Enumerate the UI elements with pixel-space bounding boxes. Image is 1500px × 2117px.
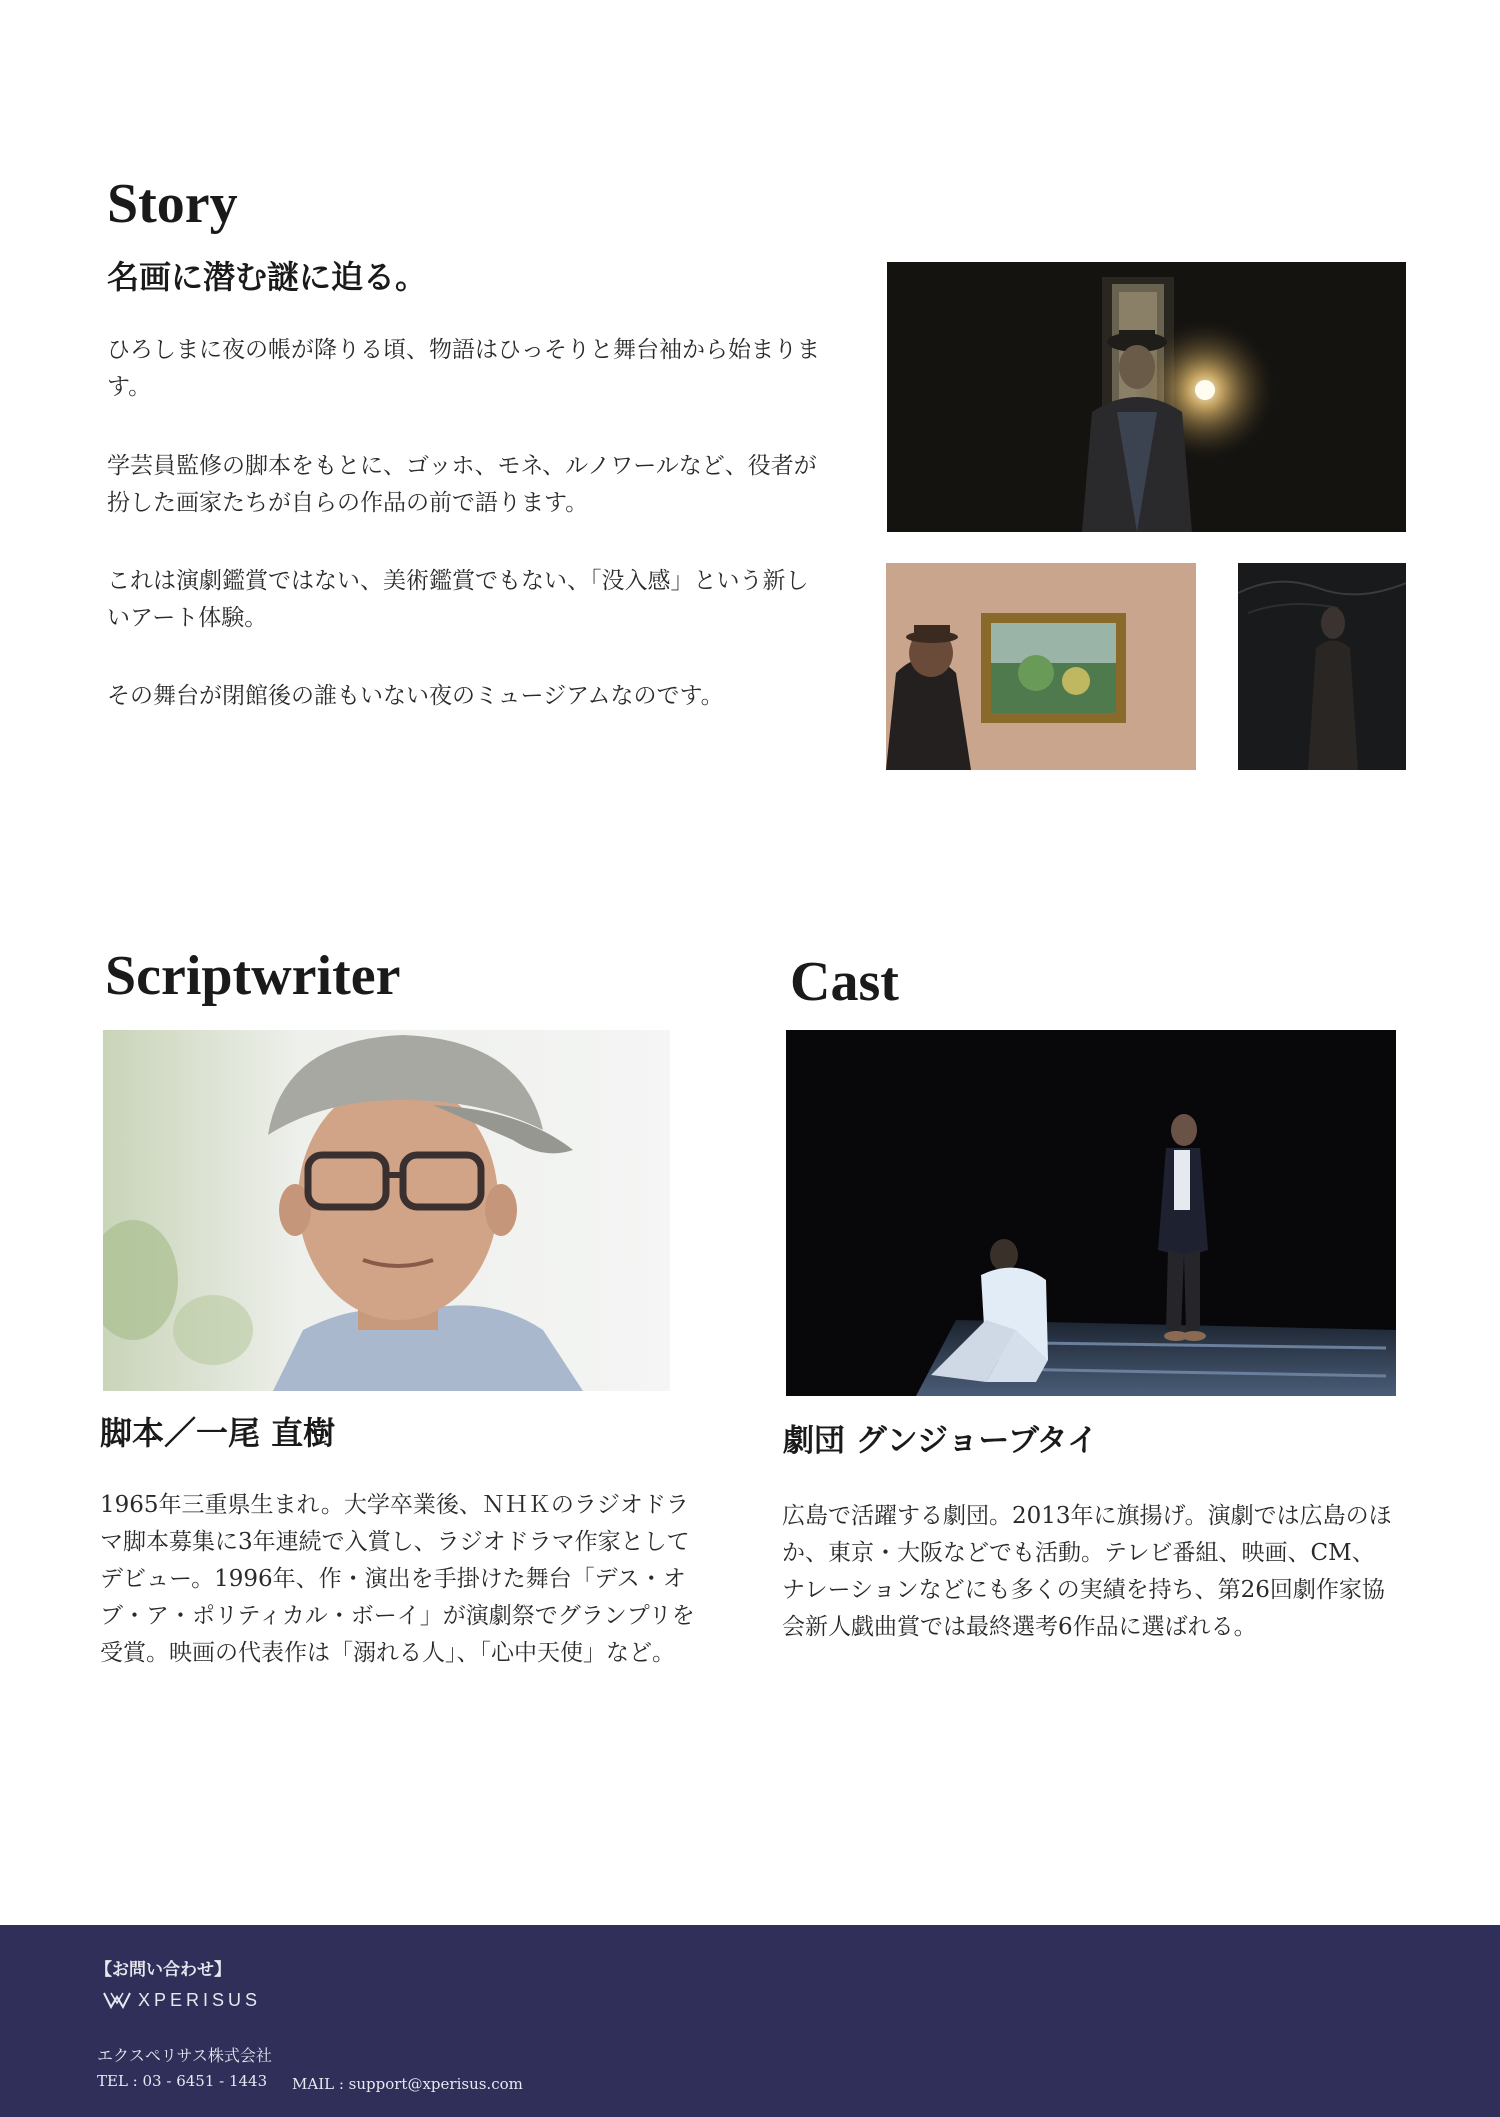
story-subheading: 名画に潜む謎に迫る。 xyxy=(107,258,428,296)
footer-tel: TEL : 03 - 6451 - 1443 xyxy=(97,2072,268,2090)
scriptwriter-name: 脚本／一尾 直樹 xyxy=(100,1414,336,1452)
scriptwriter-bio: 1965年三重県生まれ。大学卒業後、ＮＨＫのラジオドラマ脚本募集に3年連続で入賞し、ラジオドラマ作家としてデビュー。1996年、作・演出を手掛けた舞台「デス・オブ・ア・ポリティカル・ボーイ」が演劇祭でグランプリを受賞。映画の代表作は「溺れる人」、「心中天使」など。 xyxy=(100,1492,695,1666)
scriptwriter-heading: Scriptwriter xyxy=(105,945,401,1007)
footer-brand-name: XPERISUS xyxy=(138,1989,262,2010)
footer-company: エクスペリサス株式会社 xyxy=(97,2046,272,2065)
story-paragraph-4: その舞台が閉館後の誰もいない夜のミュージアムなのです。 xyxy=(107,683,724,709)
story-paragraph-3: これは演劇鑑賞ではない、美術鑑賞でもない、「没入感」という新しいアート体験。 xyxy=(107,568,809,631)
cast-photo xyxy=(786,1030,1396,1396)
story-photo-painting xyxy=(886,563,1196,770)
footer xyxy=(0,1925,1500,2117)
story-photo-silhouette xyxy=(1238,563,1406,770)
scriptwriter-photo xyxy=(103,1030,670,1391)
story-paragraph-2: 学芸員監修の脚本をもとに、ゴッホ、モネ、ルノワールなど、役者が扮した画家たちが自らの作品の前で語ります。 xyxy=(107,453,817,516)
story-paragraph-1: ひろしまに夜の帳が降りる頃、物語はひっそりと舞台袖から始まります。 xyxy=(107,337,820,400)
footer-mail[interactable]: MAIL : support@xperisus.com xyxy=(292,2075,523,2093)
footer-contact-label: 【お問い合わせ】 xyxy=(95,1960,231,1980)
cast-heading: Cast xyxy=(790,951,899,1013)
xperisus-logo-icon xyxy=(102,1989,132,2011)
cast-bio: 広島で活躍する劇団。2013年に旗揚げ。演劇では広島のほか、東京・大阪などでも活動。テレビ番組、映画、CM、ナレーションなどにも多くの実績を持ち、第26回劇作家協会新人戯曲賞では最終選考6作品に選ばれる。 xyxy=(782,1503,1392,1640)
story-photo-lantern xyxy=(887,262,1406,532)
story-heading: Story xyxy=(107,173,238,235)
cast-name: 劇団 グンジョーブタイ xyxy=(783,1423,1099,1459)
footer-brand xyxy=(102,1988,261,2012)
